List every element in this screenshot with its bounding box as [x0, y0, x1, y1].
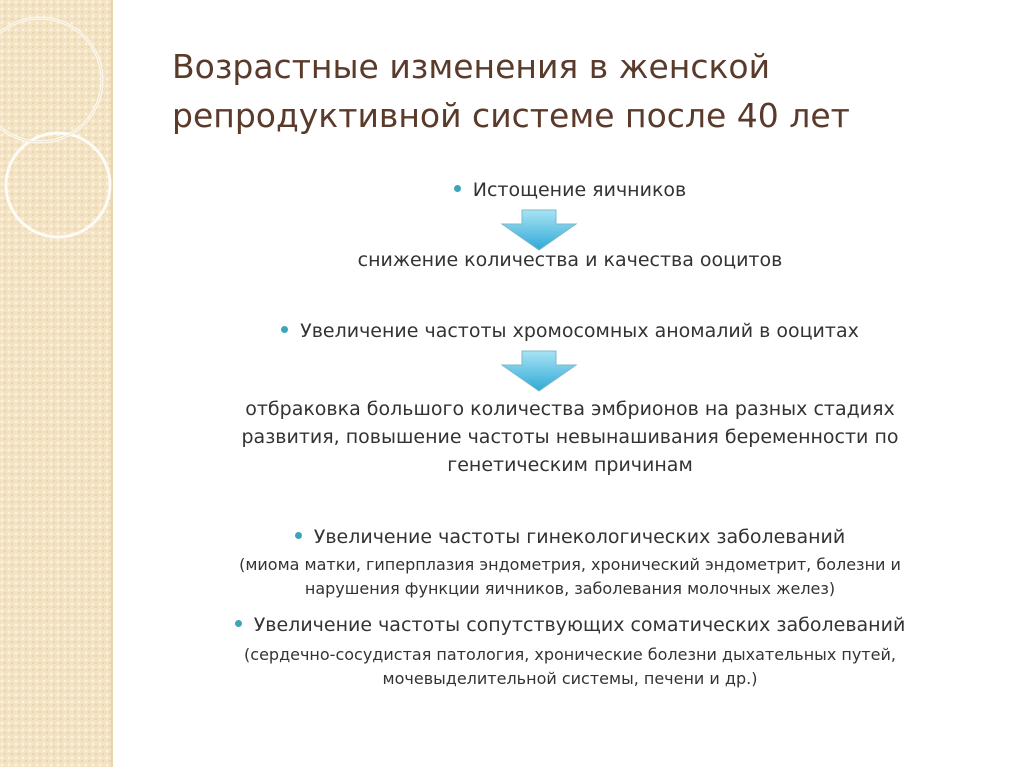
decorative-rings: [0, 0, 130, 300]
bullet-icon: [235, 620, 242, 627]
item-4-text: Увеличение частоты сопутствующих соматических заболеваний: [253, 614, 906, 636]
list-item: [150, 612, 990, 639]
result-2-line-2: развития, повышение частоты невынашивания беременности по: [241, 426, 899, 448]
title-line-2: репродуктивной системе после 40 лет: [172, 96, 850, 135]
item-1-text: Истощение яичников: [472, 179, 687, 201]
title-line-1: Возрастные изменения в женской: [172, 47, 771, 86]
item-3-detail-line-1: (миома матки, гиперплазия эндометрия, хронический эндометрит, болезни и: [239, 555, 901, 574]
item-3-text: Увеличение частоты гинекологических заболеваний: [313, 526, 846, 548]
list-item: [150, 318, 990, 345]
result-1: снижение количества и качества ооцитов: [357, 249, 783, 271]
list-item: [150, 524, 990, 551]
item-4-detail-line-1: (сердечно-сосудистая патология, хронические болезни дыхательных путей,: [244, 645, 896, 664]
item-3-detail-line-2: нарушения функции яичников, заболевания молочных желез): [304, 579, 836, 598]
list-item: [150, 177, 990, 204]
item-2-text: Увеличение частоты хромосомных аномалий в ооцитах: [300, 320, 859, 342]
result-2-line-3: генетическим причинам: [447, 454, 693, 476]
bullet-icon: [454, 185, 461, 192]
down-arrow-icon: [500, 209, 578, 251]
bullet-icon: [295, 532, 302, 539]
slide-title: [172, 42, 992, 140]
down-arrow-icon: [500, 350, 578, 392]
result-2-line-1: отбраковка большого количества эмбрионов на разных стадиях: [245, 398, 895, 420]
item-4-detail-line-2: мочевыделительной системы, печени и др.): [382, 669, 758, 688]
bullet-icon: [281, 326, 288, 333]
